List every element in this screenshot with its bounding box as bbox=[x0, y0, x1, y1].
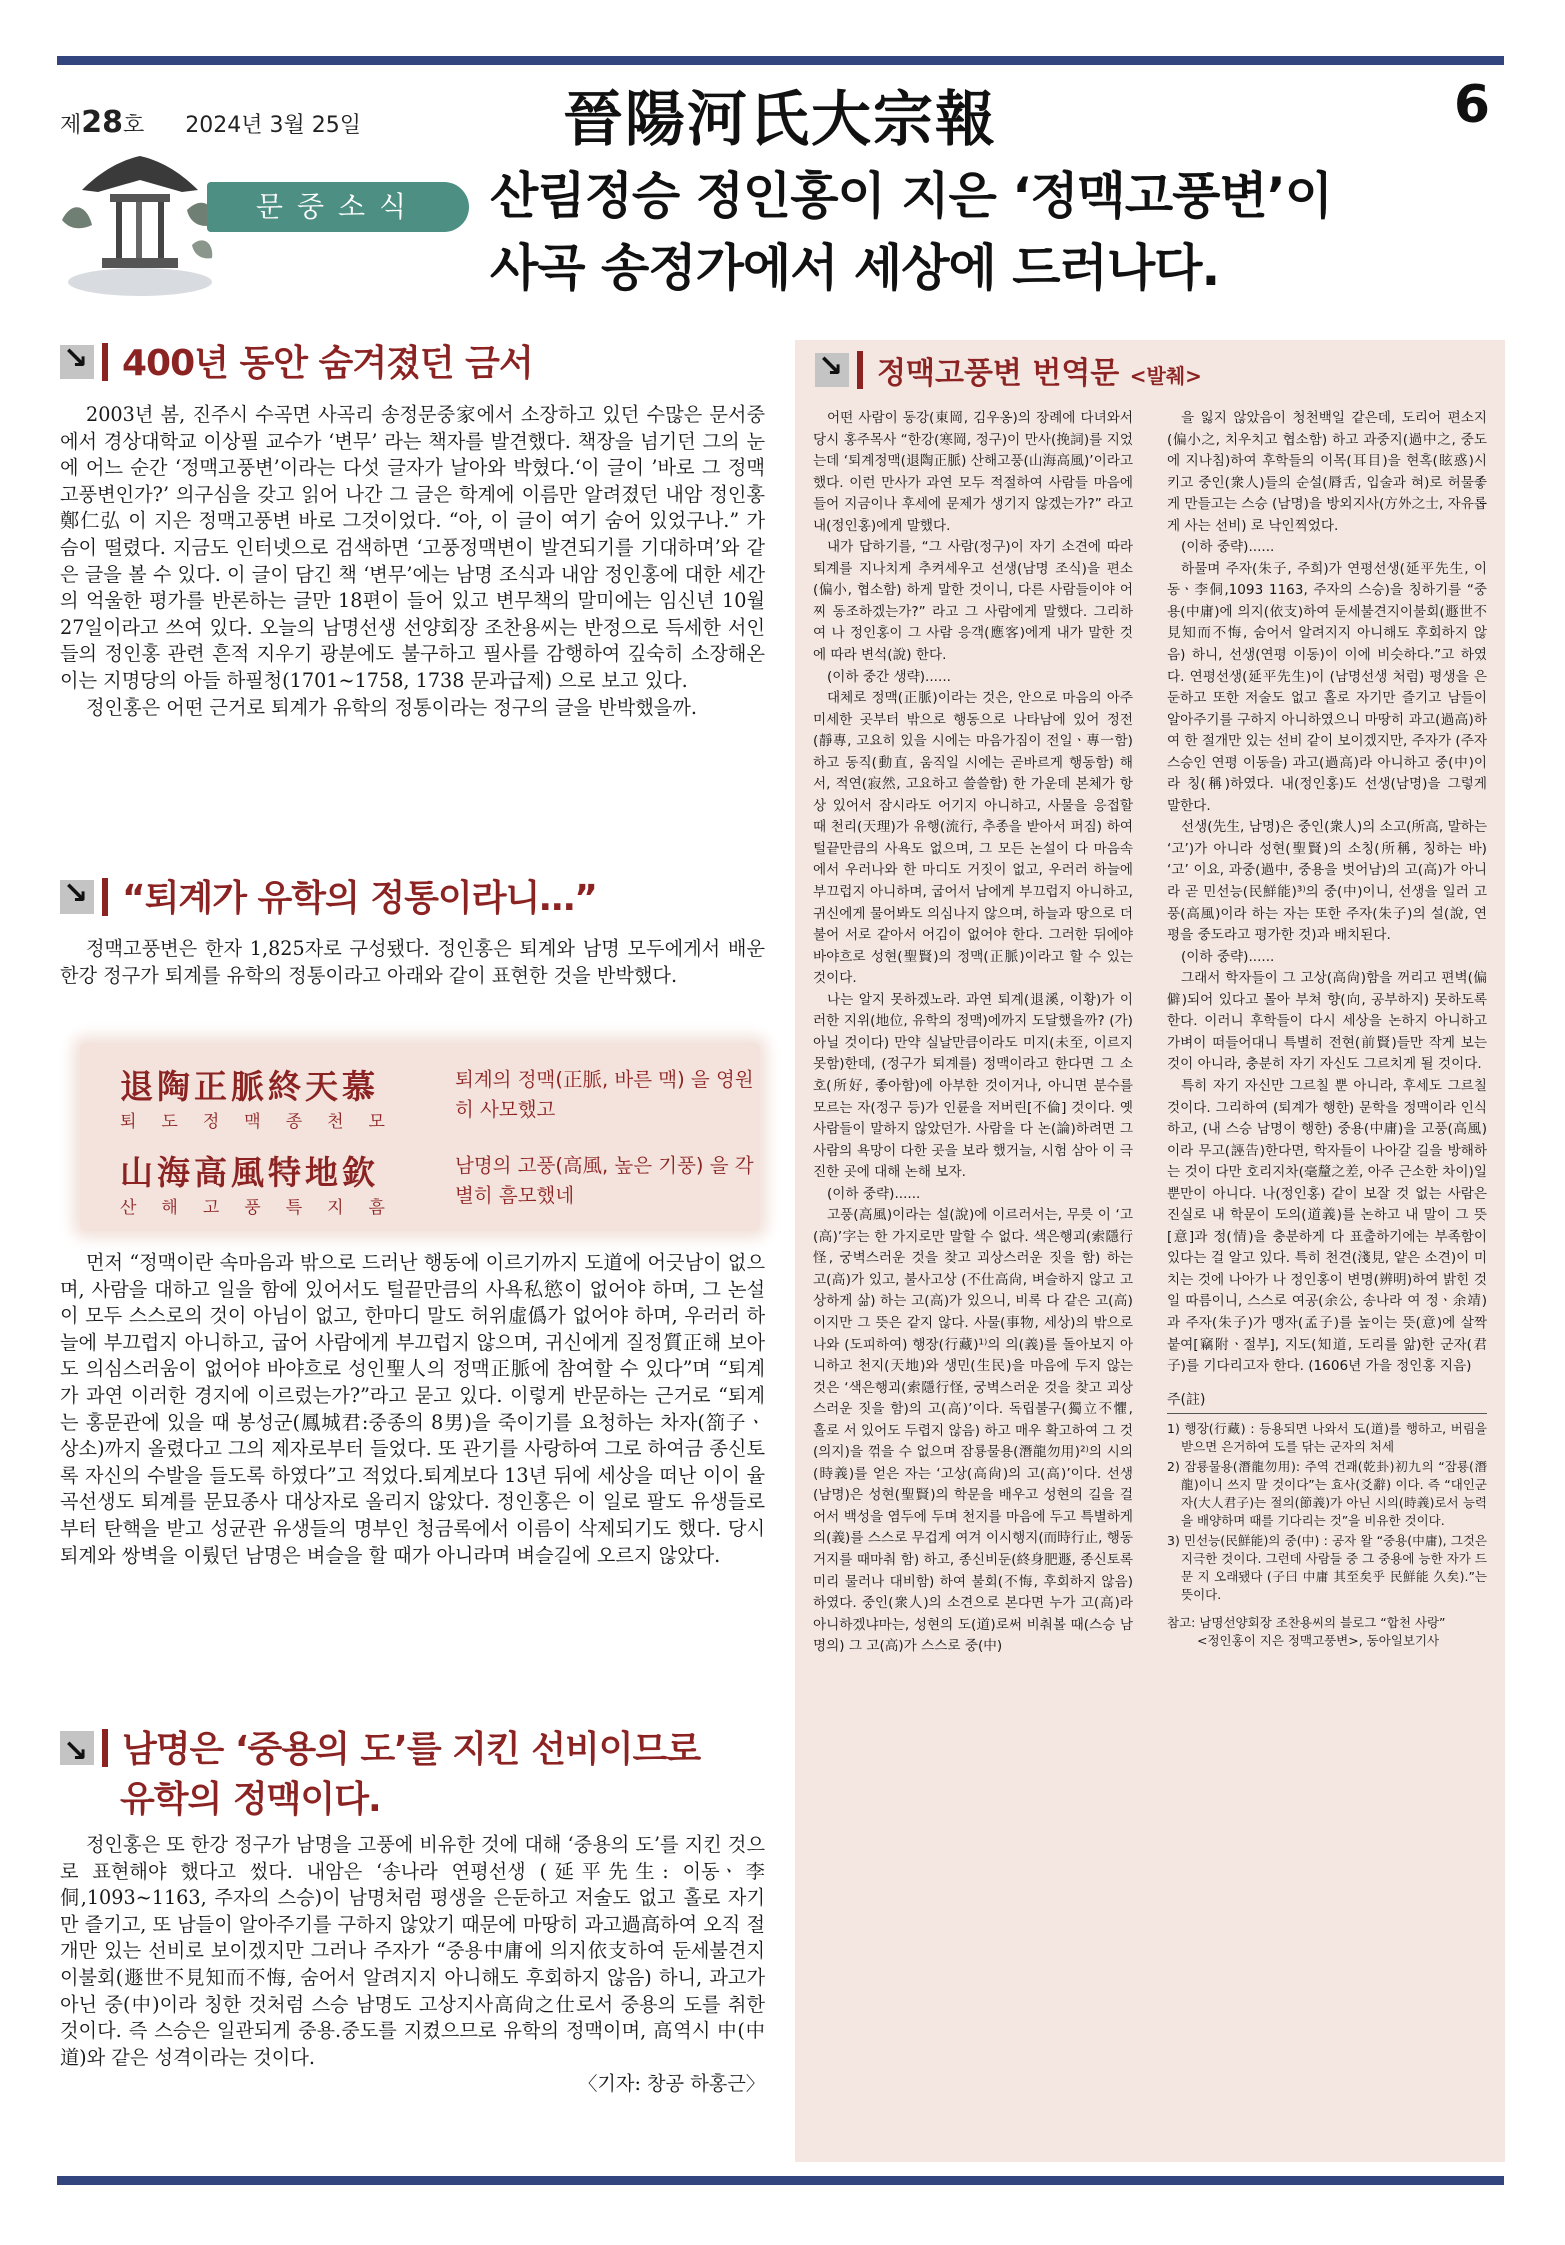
notes-title: 주(註) bbox=[1167, 1391, 1206, 1408]
section1-paragraph: 정인홍은 어떤 근거로 퇴계가 유학의 정통이라는 정구의 글을 반박했을까. bbox=[86, 695, 697, 719]
poem-quote-box bbox=[80, 1043, 760, 1231]
quote-translation-1: 퇴계의 정맥(正脈, 바른 맥) 을 영원히 사모했고 bbox=[455, 1068, 754, 1121]
issue-number: 28 bbox=[81, 105, 124, 140]
section3-title-line2: 유학의 정맥이다. bbox=[120, 1779, 381, 1820]
translation-paragraph: (이하 중략)...... bbox=[1181, 948, 1275, 965]
section3-body bbox=[60, 1832, 765, 2098]
section3-title-line1: 남명은 ‘중용의 도’를 지킨 선비이므로 bbox=[122, 1729, 701, 1770]
quote-translation-2: 남명의 고풍(高風, 높은 기풍) 을 각별히 흠모했네 bbox=[455, 1154, 754, 1207]
top-rule bbox=[57, 56, 1504, 65]
issue-info bbox=[60, 105, 361, 140]
note-item: 3) 민선능(民鮮能)의 중(中) : 공자 왈 “중용(中庸), 그것은 지극한 것이다. 그런데 사람들 중 그 중용에 능한 자가 드문 지 오래됐다 (子曰 中庸 其至矣乎 民鮮能 久矣).”는 뜻이다. bbox=[1167, 1533, 1487, 1603]
section2-title: “퇴계가 유학의 정통이라니…” bbox=[122, 878, 597, 919]
quote-reading-1: 퇴도정맥종천모 bbox=[120, 1112, 410, 1132]
section3-paragraph: 정인홍은 또 한강 정구가 남명을 고풍에 비유한 것에 대해 ‘중용의 도’를 지킨 것으로 표현해야 했다고 썼다. 내암은 ‘송나라 연평선생 (延平先生: 이동ㆍ李侗,1093~1163, 주자의 스승)이 남명처럼 평생을 은둔하고 저술도 없고 홀로 자기만 즐기고, 또 남들이 알아주기를 구하지 않았기 때문에 마땅히 과고過高하여 오직 절개만 있는 선비로 보이겠지만 그러나 주자가 “중용中庸에 의지依支하여 둔세불견지이불회(遯世不見知而不悔, 숨어서 알려지지 아니해도 후회하지 않음) 하니, 과고가 아닌 중(中)이라 칭한 것처럼 스승 남명도 고상지사高尙之仕로서 중용의 도를 취한 것이다. 즉 스승은 일관되게 중용.중도를 지켰으므로 유학의 정맥이며, 高역시 中(中道)와 같은 성격이라는 것이다. bbox=[60, 1833, 765, 2069]
section1-body bbox=[60, 402, 765, 721]
notes-divider bbox=[1167, 1413, 1487, 1414]
translation-paragraph: 그래서 학자들이 그 고상(高尙)함을 꺼리고 편벽(偏僻)되어 있다고 몰아 부쳐 향(向, 공부하지) 못하도록 한다. 이러니 후학들이 다시 세상을 논하지 아니하고 가벼이 떠들어대니 특별히 전현(前賢)들만 작게 보는 것이 아니라, 충분히 자기 자신도 그르치게 될 것이다. bbox=[1167, 970, 1487, 1073]
section1-paragraph: 2003년 봄, 진주시 수곡면 사곡리 송정문중家에서 소장하고 있던 수많은 문서중에서 경상대학교 이상필 교수가 ‘변무’ 라는 책자를 발견했다. 책장을 넘기던 그의 눈에 어느 순간 ‘정맥고풍변’이라는 다섯 글자가 날아와 박혔다.‘이 글이 ’바로 그 정맥고풍변인가?’ 의구심을 갖고 읽어 나간 그 글은 학계에 이름만 알려졌던 내암 정인홍鄭仁弘 이 지은 정맥고풍변 바로 그것이었다. “아, 이 글이 여기 숨어 있었구나.” 가슴이 떨렸다. 지금도 인터넷으로 검색하면 ‘고풍정맥변이 발견되기를 기대하며’와 같은 글을 볼 수 있다. 이 글이 담긴 책 ‘변무’에는 남명 조식과 내암 정인홍에 대한 세간의 억울한 평가를 반론하는 글만 18편이 들어 있고 변무책의 말미에는 임신년 10월 27일이라고 쓰여 있다. 오늘의 남명선생 선양회장 조찬용씨는 반정으로 득세한 서인들의 정인홍 관련 흔적 지우기 광분에도 불구하고 필사를 감행하여 깊숙히 소장해온 이는 지명당의 아들 하필청(1701~1758, 1738 문과급제) 으로 보고 있다. bbox=[60, 403, 765, 692]
translation-paragraph: (이하 중략)...... bbox=[827, 1185, 921, 1202]
section2-paragraph: 먼저 “정맥이란 속마음과 밖으로 드러난 행동에 이르기까지 도道에 어긋남이 없으며, 사람을 대하고 일을 함에 있어서도 털끝만큼의 사욕私慾이 없어야 하며, 그 논설이 모두 스스로의 것이 아님이 없고, 한마디 말도 허위虛僞가 없어야 하며, 우러러 하늘에 부끄럽지 아니하고, 굽어 사람에게 부끄럽지 않으며, 귀신에게 질정質正해 보아도 의심스러움이 없어야 바야흐로 성인聖人의 정맥正脈에 참여할 수 있다”며 “퇴계가 과연 이러한 경지에 이르렀는가?”라고 묻고 있다. 이렇게 반문하는 근거로 “퇴계는 홍문관에 있을 때 봉성군(鳳城君:중종의 8男)을 죽이기를 요청하는 차자(箚子ㆍ상소)까지 올렸다고 그의 제자로부터 들었다. 또 관기를 사랑하여 그로 하여금 종신토록 자신의 수발을 들도록 하였다”고 적었다.퇴계보다 13년 뒤에 세상을 떠난 이이 율곡선생도 퇴계를 문묘종사 대상자로 올리지 않았다. 정인홍은 이 일로 팔도 유생들로부터 탄핵을 받고 성균관 유생들의 명부인 청금록에서 이름이 삭제되기도 했다. 당시 퇴계와 쌍벽을 이뤘던 남명은 벼슬을 할 때가 아니라며 벼슬길에 오르지 않았다. bbox=[60, 1251, 765, 1567]
source-line2: <정인홍이 지은 정맥고풍변>, 동아일보기사 bbox=[1197, 1633, 1440, 1649]
translation-title-note: <발췌> bbox=[1129, 364, 1202, 388]
arrow-icon bbox=[815, 353, 849, 387]
heading-bar bbox=[102, 343, 108, 381]
heading-bar bbox=[102, 878, 108, 916]
translation-column-2 bbox=[1167, 408, 1487, 1650]
translation-paragraph: 고풍(高風)이라는 설(說)에 이르러서는, 무릇 이 ‘고(高)’字는 한 가지로만 말할 수 없다. 색은행괴(索隱行怪, 궁벽스러운 것을 찾고 괴상스러운 짓을 함) 하는 고(高)가 있고, 불사고상 (不仕高尙, 벼슬하지 않고 고상하게 삶) 하는 고(高)가 있으니, 비록 다 같은 고(高)이지만 그 뜻은 같지 않다. 사물(事物, 세상)의 밖으로 나와 (도피하여) 행장(行藏)¹⁾의 의(義)를 돌아보지 아니하고 천지(天地)와 생민(生民)을 마음에 두지 않는 것은 ‘색은행괴(索隱行怪, 궁벽스러운 것을 찾고 괴상스러운 짓을 함)의 고(高)’이다. 독립불구(獨立不懼, 홀로 서 있어도 두렵지 않음) 하고 매우 확고하여 그 것(의지)을 꺾을 수 없으며 잠룡물용(潛龍勿用)²⁾의 시의(時義)를 얻은 자는 ‘고상(高尙)의 고(高)’이다. 선생(남명)은 성현(聖賢)의 학문을 배우고 성현의 길을 걸어서 백성을 염두에 두며 천지를 마음에 두고 특별하게 의(義)를 스스로 무겁게 여겨 이시행지(而時行止, 행동거지를 때마춰 함) 하고, 종신비둔(終身肥遯, 종신토록 미리 물러나 대비함) 하여 불회(不悔, 후회하지 않음) 하였다. 중인(衆人)의 소견으로 본다면 누가 고(高)라 아니하겠냐마는, 성현의 도(道)로써 비춰볼 때(스승 남명의) 그 고(高)가 스스로 중(中) bbox=[813, 1207, 1133, 1655]
section1-title: 400년 동안 숨겨졌던 금서 bbox=[122, 343, 533, 384]
section-tag: 문중소식 bbox=[207, 182, 469, 232]
arrow-icon bbox=[60, 880, 94, 914]
heading-bar bbox=[857, 351, 863, 389]
section2-body bbox=[60, 1250, 765, 1569]
note-item: 2) 잠룡물용(潛龍勿用): 주역 건괘(乾卦)初九의 “잠룡(潛龍)이니 쓰지 말 것이다”는 효사(爻辭) 이다. 즉 “대인군자(大人君子)는 절의(節義)가 아닌 시의(時義)로서 능력을 배양하며 때를 기다리는 것”을 비유한 것이다. bbox=[1167, 1459, 1487, 1529]
translation-panel bbox=[795, 340, 1505, 2162]
bottom-rule bbox=[57, 2176, 1504, 2185]
translation-paragraph: 어떤 사람이 동강(東岡, 김우옹)의 장례에 다녀와서 당시 홍주목사 “한강(寒岡, 정구)이 만사(挽詞)를 지었는데 ‘퇴계정맥(退陶正脈) 산해고풍(山海高風)’이라고 했다. 이런 만사가 과연 모두 적절하여 사람들 마음에 들어 지금이나 후세에 문제가 생기지 않겠는가?” 라고 내(정인홍)에게 말했다. bbox=[813, 410, 1133, 534]
section1-heading bbox=[60, 335, 533, 386]
note-item: 1) 행장(行藏) : 등용되면 나와서 도(道)를 행하고, 버림을 받으면 은거하여 도를 닦는 군자의 처세 bbox=[1167, 1421, 1487, 1455]
page-number: 6 bbox=[1453, 75, 1490, 135]
arrow-icon bbox=[60, 345, 94, 379]
translation-title: 정맥고풍변 번역문 bbox=[877, 356, 1120, 391]
issue-prefix: 제 bbox=[60, 113, 82, 138]
page-headline bbox=[490, 160, 1500, 304]
translation-paragraph: 대체로 정맥(正脈)이라는 것은, 안으로 마음의 아주 미세한 곳부터 밖으로 행동으로 나타남에 있어 정전(靜專, 고요히 있을 시에는 마음가짐이 전일ㆍ專一함) 하고 동직(動直, 움직일 시에는 곧바르게 행동함) 해서, 적연(寂然, 고요하고 쓸쓸함) 한 가운데 본체가 항상 있어서 잠시라도 어기지 아니하고, 사물을 응접할 때 천리(天理)가 유행(流行, 추종을 받아서 퍼짐) 하여 털끝만큼의 사욕도 없으며, 그 모든 논설이 다 마음속에서 우러나와 한 마디도 거짓이 없고, 우러러 하늘에 부끄럽지 아니하며, 굽어서 남에게 부끄럽지 아니하고, 귀신에게 물어봐도 의심나지 않으며, 하늘과 땅으로 더불어 서로 같아서 어김이 없어야 한다. 그러한 뒤에야 바야흐로 성현(聖賢)의 정맥(正脈)이라고 할 수 있는 것이다. bbox=[813, 690, 1133, 987]
pavilion-illustration bbox=[62, 150, 217, 300]
translation-paragraph: 하물며 주자(朱子, 주희)가 연평선생(延平先生, 이동ㆍ李侗,1093 1163, 주자의 스승)을 칭하기를 “중용(中庸)에 의지(依支)하여 둔세불견지이불회(遯世不見知而不悔, 숨어서 알려지지 아니해도 후회하지 않음) 하니, 선생(연평 이동)이 이에 비슷하다.”고 하였다. 연평선생(延平先生)이 (남명선생 처럼) 평생을 은둔하고 또한 저술도 없고 홀로 자기만 즐기고 남들이 알아주기를 구하지 아니하였으니 마땅히 과고(過高)하여 한 절개만 있는 선비 같이 보이겠지만, 주자가 (주자 스승인 연평 이동을) 과고(過高)라 아니하고 중(中)이라 칭(稱)하였다. 내(정인홍)도 선생(남명)을 그렇게 말한다. bbox=[1167, 560, 1487, 814]
section2-paragraph: 정맥고풍변은 한자 1,825자로 구성됐다. 정인홍은 퇴계와 남명 모두에게서 배운 한강 정구가 퇴계를 유학의 정통이라고 아래와 같이 표현한 것을 반박했다. bbox=[60, 937, 765, 987]
translation-column-1 bbox=[813, 408, 1133, 1658]
section3-heading bbox=[60, 1725, 700, 1825]
translation-paragraph: (이하 중략)...... bbox=[1181, 539, 1275, 556]
translation-paragraph: 을 잃지 않았음이 청천백일 같은데, 도리어 편소지(偏小之, 치우치고 협소함) 하고 과중지(過中之, 중도에 지나침)하여 후학들의 이목(耳目)을 현혹(眩惑)시키고 중인(衆人)들의 순설(脣舌, 입술과 혀)로 허물좋게 만들고는 스승 (남명)을 방외지사(方外之士, 자유롭게 사는 선비) 로 낙인찍었다. bbox=[1167, 410, 1487, 534]
translation-paragraph: 나는 알지 못하겠노라. 과연 퇴계(退溪, 이황)가 이러한 지위(地位, 유학의 정맥)에까지 도달했을까? (가) 아닐 것이다) 만약 실날만큼이라도 미지(未至, 이르지 못함)한데, (정구가 퇴계를) 정맥이라고 한다면 그 소호(所好, 좋아함)에 아부한 것이거나, 아니면 분수를 모르는 자(정구 등)가 인륜을 저버린[不倫] 것이다. 옛 사람들이 말하지 않았던가. 사람을 다 논(論)하려면 그 사람의 욕망이 다한 곳을 보라 했거늘, 시험 삼아 이 극진한 곳에 대해 논해 보자. bbox=[813, 991, 1133, 1181]
headline-line2: 사곡 송정가에서 세상에 드러나다. bbox=[490, 239, 1220, 297]
notes-list bbox=[1167, 1420, 1487, 1604]
translation-paragraph: 특히 자기 자신만 그르칠 뿐 아니라, 후세도 그르칠 것이다. 그리하여 (퇴계가 행한) 문학을 정맥이라 인식하고, (내 스승 남명이 행한) 중용(中庸)을 고풍(高風)이라 무고(誣告)한다면, 학자들이 나아갈 길을 방해하는 것이 다만 호리지차(毫釐之差, 아주 근소한 차이)일 뿐만이 아니다. 나(정인홍) 같이 보잘 것 없는 사람은 진실로 내 학문이 도의(道義)를 논하고 내 말이 그 뜻[意]과 정(情)을 충분하게 다 표출하기에는 부족함이 있다는 걸 알고 있다. 특히 천견(淺見, 얕은 소견)이 미치는 것에 나아가 나 정인홍이 변명(辨明)하여 밝힌 것일 따름이니, 스스로 여공(余公, 송나라 여 정ㆍ余靖)과 주자(朱子)가 맹자(孟子)를 높이는 뜻(意)에 살짝 붙여[竊附ㆍ절부], 지도(知道, 도리를 앎)한 군자(君子)를 기다리고자 한다. (1606년 가을 정인홍 지음) bbox=[1167, 1077, 1487, 1375]
heading-bar bbox=[102, 1729, 108, 1767]
source-line1: 참고: 남명선양회장 조찬용씨의 블로그 “합천 사랑” bbox=[1167, 1615, 1446, 1631]
translation-paragraph: (이하 중간 생략)...... bbox=[827, 668, 951, 685]
reference-source bbox=[1167, 1614, 1487, 1650]
translation-paragraph: 내가 답하기를, “그 사람(정구)이 자기 소견에 따라 퇴계를 지나치게 추켜세우고 선생(남명 조식)을 편소(偏小, 협소함) 하게 말한 것이니, 다른 사람들이야 어찌 동조하겠는가?” 라고 그 사람에게 말했다. 그리하여 나 정인홍이 그 사람 응객(應客)에게 내가 말한 것에 따라 변석(說) 한다. bbox=[813, 539, 1133, 664]
section2-heading bbox=[60, 870, 597, 921]
translation-heading bbox=[815, 348, 1202, 392]
quote-reading-2: 산해고풍특지흠 bbox=[120, 1198, 410, 1218]
quote-hanja-2: 山海高風特地欽 bbox=[120, 1153, 379, 1192]
arrow-icon bbox=[60, 1731, 94, 1765]
quote-hanja-1: 退陶正脈終天慕 bbox=[120, 1067, 379, 1106]
issue-suffix: 호 bbox=[123, 113, 145, 138]
reporter-byline: 〈기자: 창공 하홍근〉 bbox=[578, 2072, 765, 2096]
issue-date: 2024년 3월 25일 bbox=[185, 113, 362, 138]
headline-line1: 산림정승 정인홍이 지은 ‘정맥고풍변’이 bbox=[490, 167, 1333, 225]
newspaper-title: 晉陽河氏大宗報 bbox=[563, 85, 997, 155]
translation-paragraph: 선생(先生, 남명)은 중인(衆人)의 소고(所高, 말하는 ‘고’)가 아니라 성현(聖賢)의 소칭(所稱, 칭하는 바) ‘고’ 이요, 과중(過中, 중용을 벗어남)의 고(高)가 아니라 곧 민선능(民鮮能)³⁾의 중(中)이니, 선생을 일러 고풍(高風)이라 하는 자는 또한 주자(朱子)의 설(說, 연평을 중도라고 평가한 것)과 배치된다. bbox=[1167, 819, 1487, 944]
section2-intro bbox=[60, 936, 765, 989]
